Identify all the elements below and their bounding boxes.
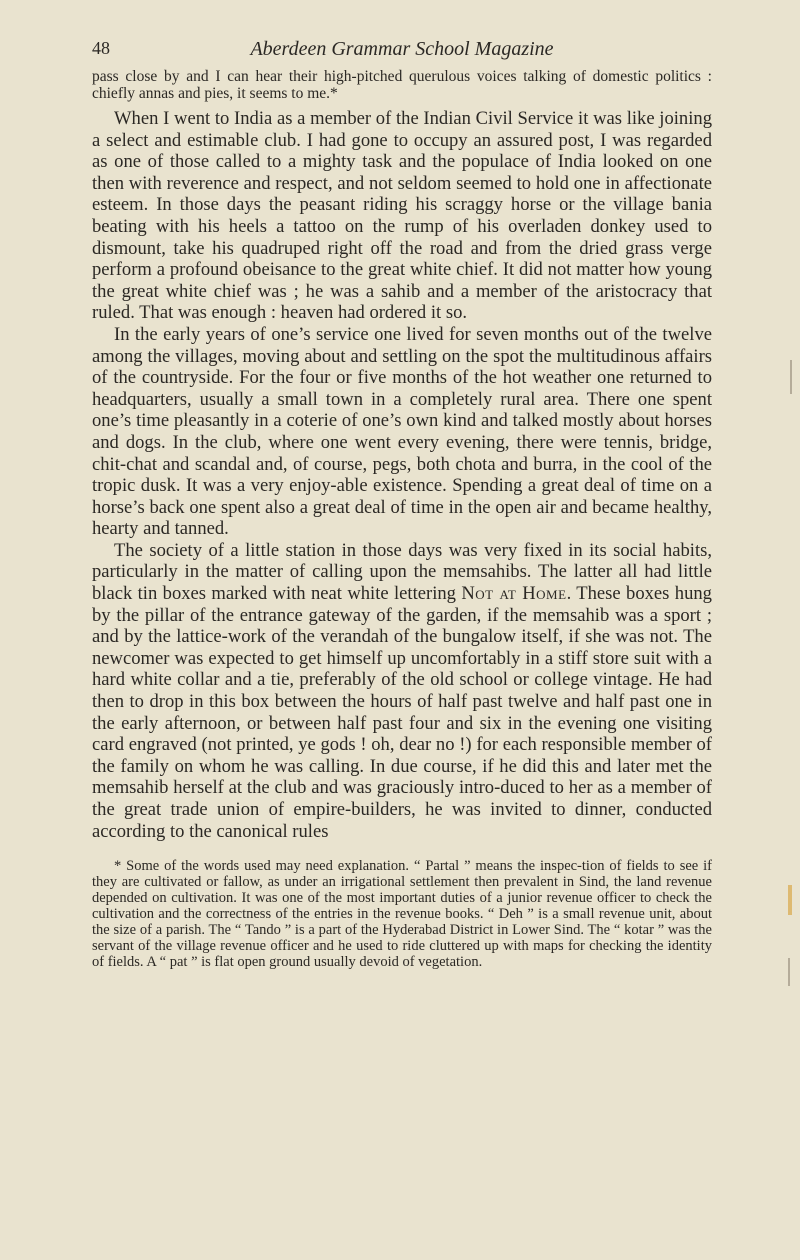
small-caps-text: Not at Home [461, 583, 567, 605]
scan-mark [790, 360, 792, 394]
carry-over-text: pass close by and I can hear their high-pitched querulous voices talking of domestic politics : chiefly annas and pies, it seems to me.* [92, 68, 712, 102]
running-title: Aberdeen Grammar School Magazine [250, 38, 554, 60]
scan-mark [788, 885, 792, 915]
paragraph [92, 540, 712, 842]
scan-mark [788, 958, 790, 986]
page-number: 48 [92, 38, 110, 58]
footnote: * Some of the words used may need explanation. “ Partal ” means the inspec-tion of fields to see if they are cultivated or fallow, as under an irrigational settlement then prevalent in Sind, the land revenue depended on cultivation. It was one of the most important duties of a junior revenue officer to check the cultivation and the correctness of the entries in the revenue books. “ Deh ” is a small revenue unit, about the size of a parish. The “ Tando ” is a part of the Hyderabad District in Lower Sind. The “ kotar ” was the servant of the village revenue officer and he used to ride cluttered up with maps for checking the identity of fields. A “ pat ” is flat open ground usually devoid of vegetation. [92, 858, 712, 971]
paragraph: When I went to India as a member of the Indian Civil Service it was like joining a select and estimable club. I had gone to occupy an assured post, I was regarded as one of those called to a mighty task and the populace of India looked on one then with reverence and respect, and not seldom seemed to hold one in affectionate esteem. In those days the peasant riding his scraggy horse or the village bania beating with his heels a tattoo on the rump of his overladen donkey used to dismount, take his quadruped right off the road and from the dried grass verge perform a profound obeisance to the great white chief. It did not matter how young the great white chief was ; he was a sahib and a member of the aristocracy that ruled. That was enough : heaven had ordered it so. [92, 108, 712, 324]
paragraph-text: . These boxes hung by the pillar of the entrance gateway of the garden, if the memsahib was a sport ; and by the lattice-work of the verandah of the bungalow itself, if she was not. The newcomer was expected to get himself up uncomfortably in a stiff store suit with a hard white collar and a tie, preferably of the old school or college vintage. He had then to drop in this box between the hours of half past twelve and half past one in the early afternoon, or between half past four and six in the evening one visiting card engraved (not printed, ye gods ! oh, dear no !) for each responsible member of the family on whom he was calling. In due course, if he did this and later met the memsahib herself at the club and was graciously intro-duced to her as a member of the great trade union of empire-builders, he was invited to dinner, conducted according to the canonical rules [92, 583, 712, 842]
running-header [92, 38, 712, 64]
paragraph-text: The society of a little station in those days was very fixed in its social habits, particularly in the matter of calling upon the memsahibs. The latter all had little black tin boxes marked with neat white lettering [92, 539, 712, 605]
paragraph: In the early years of one’s service one lived for seven months out of the twelve among the villages, moving about and settling on the spot the multitudinous affairs of the countryside. For the four or five months of the hot weather one returned to headquarters, usually a small town in a completely rural area. There one spent one’s time pleasantly in a coterie of one’s own kind and talked mostly about horses and dogs. In the club, where one went every evening, there were tennis, bridge, chit-chat and scandal and, of course, pegs, both chota and burra, in the cool of the tropic dusk. It was a very enjoy-able existence. Spending a great deal of time on a horse’s back one spent also a great deal of time in the open air and became healthy, hearty and tanned. [92, 323, 712, 540]
page-body [92, 38, 712, 985]
